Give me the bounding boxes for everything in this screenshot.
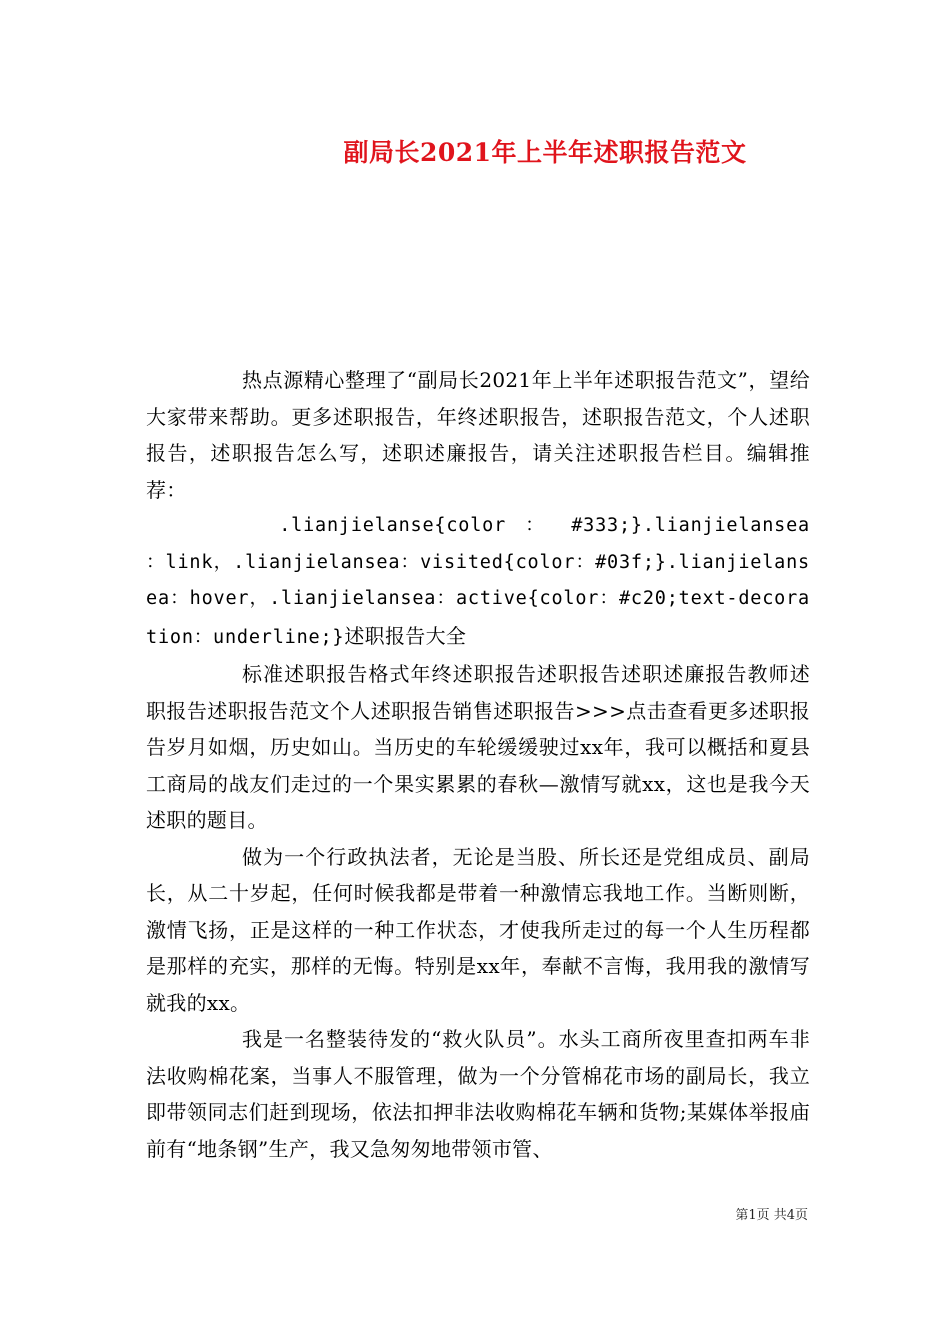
css-code-tail: 述职报告大全: [344, 623, 467, 648]
paragraph-intro: 热点源精心整理了“副局长2021年上半年述职报告范文”，望给大家带来帮助。更多述职报告，年终述职报告，述职报告范文，个人述职报告，述职报告怎么写，述职述廉报告，请关注述职报告栏目。编辑推荐：: [146, 368, 810, 502]
css-code-text: .lianjielanse{color ： #333;}.lianjielansea ：link，.lianjielansea：visited{color：#03f;}.lianjielansea：hover，.lianjielansea：active{color：#c20;text-decoration：underline;}: [146, 515, 810, 648]
paragraph-report-list: 标准述职报告格式年终述职报告述职报告述职述廉报告教师述职报告述职报告范文个人述职报告销售述职报告>>>点击查看更多述职报告岁月如烟，历史如山。当历史的车轮缓缓驶过xx年，我可以概括和夏县工商局的战友们走过的一个果实累累的春秋—激情写就xx，这也是我今天述职的题目。: [146, 662, 810, 832]
paragraph-enforcer: 做为一个行政执法者，无论是当股、所长还是党组成员、副局长，从二十岁起，任何时候我都是带着一种激情忘我地工作。当断则断，激情飞扬，正是这样的一种工作状态，才使我所走过的每一个人生历程都是那样的充实，那样的无悔。特别是xx年，奉献不言悔，我用我的激情写就我的xx。: [146, 844, 810, 1015]
document-body: [146, 362, 810, 1167]
page-number-footer: 第1页 共4页: [735, 1208, 808, 1223]
document-title: 副局长2021年上半年述职报告范文: [343, 138, 747, 167]
paragraph-css-code: [146, 508, 810, 656]
paragraph-fire-team: 我是一名整装待发的“救火队员”。水头工商所夜里查扣两车非法收购棉花案，当事人不服管理，做为一个分管棉花市场的副局长，我立即带领同志们赶到现场，依法扣押非法收购棉花车辆和货物;某媒体举报庙前有“地条钢”生产，我又急匆匆地带领市管、: [146, 1027, 810, 1161]
